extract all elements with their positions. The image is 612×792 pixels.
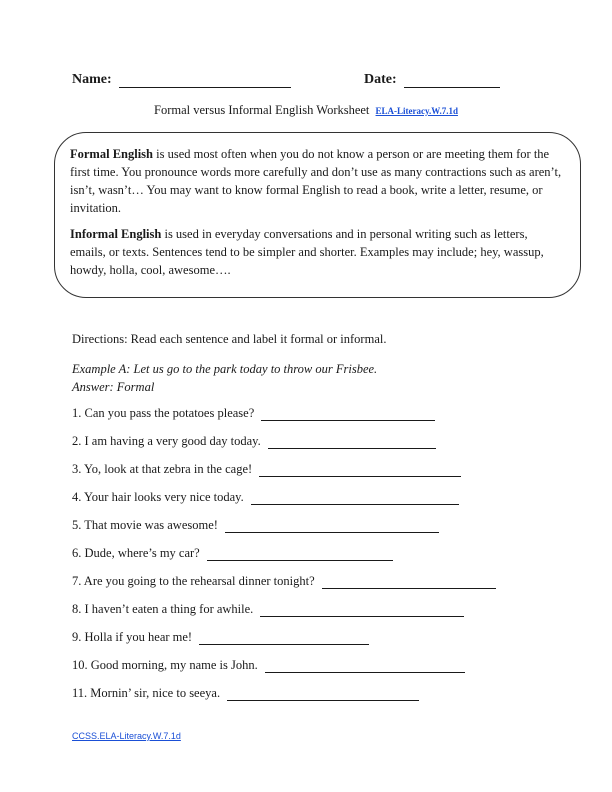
- footer-standard-link[interactable]: CCSS.ELA-Literacy.W.7.1d: [72, 731, 181, 741]
- standard-link[interactable]: ELA-Literacy.W.7.1d: [375, 106, 458, 116]
- question-item: [72, 434, 436, 452]
- formal-definition: [70, 145, 566, 217]
- informal-term: Informal English: [70, 227, 162, 241]
- question-text: 1. Can you pass the potatoes please?: [72, 406, 255, 420]
- name-blank[interactable]: [119, 73, 291, 88]
- question-text: 2. I am having a very good day today.: [72, 434, 261, 448]
- answer-blank[interactable]: [199, 632, 369, 645]
- date-field: [364, 72, 500, 88]
- answer-blank[interactable]: [207, 548, 393, 561]
- question-text: 10. Good morning, my name is John.: [72, 658, 258, 672]
- informal-text: is used in everyday conversations and in personal writing such as letters, emails, or texts. Sentences tend to be simpler and shorter. Examples may include; hey, wassup, howdy, holla, cool, awesome….: [70, 227, 544, 277]
- answer-blank[interactable]: [265, 660, 465, 673]
- question-text: 7. Are you going to the rehearsal dinner tonight?: [72, 574, 315, 588]
- date-blank[interactable]: [404, 73, 500, 88]
- question-item: [72, 546, 393, 564]
- question-item: [72, 462, 461, 480]
- answer-blank[interactable]: [251, 492, 459, 505]
- question-text: 9. Holla if you hear me!: [72, 630, 193, 644]
- answer-blank[interactable]: [259, 464, 461, 477]
- example-answer: Answer: Formal: [72, 380, 155, 394]
- example-sentence: Example A: Let us go to the park today to throw our Frisbee.: [72, 362, 378, 376]
- question-item: [72, 490, 459, 508]
- question-text: 4. Your hair looks very nice today.: [72, 490, 244, 504]
- question-item: [72, 406, 435, 424]
- question-item: [72, 602, 464, 620]
- date-label: Date:: [364, 72, 397, 87]
- definition-box: [54, 132, 581, 298]
- question-text: 8. I haven’t eaten a thing for awhile.: [72, 602, 254, 616]
- name-field: [72, 72, 291, 88]
- answer-blank[interactable]: [227, 688, 419, 701]
- question-item: [72, 658, 465, 676]
- answer-blank[interactable]: [260, 604, 464, 617]
- formal-term: Formal English: [70, 147, 153, 161]
- question-text: 6. Dude, where’s my car?: [72, 546, 200, 560]
- question-item: [72, 686, 419, 704]
- worksheet-title-text: Formal versus Informal English Worksheet: [154, 103, 370, 117]
- worksheet-title: [0, 103, 612, 118]
- header-row: [72, 72, 512, 92]
- question-text: 11. Mornin’ sir, nice to seeya.: [72, 686, 221, 700]
- formal-text: is used most often when you do not know a person or are meeting them for the first time. You pronounce words more carefully and don’t use as many contractions such as aren’t, isn’t, wasn’t… You may want to know formal English to read a book, write a letter, resume, or invitation.: [70, 147, 562, 215]
- question-text: 3. Yo, look at that zebra in the cage!: [72, 462, 253, 476]
- question-item: [72, 574, 496, 592]
- answer-blank[interactable]: [268, 436, 436, 449]
- name-label: Name:: [72, 72, 112, 87]
- example-block: [72, 360, 377, 396]
- answer-blank[interactable]: [322, 576, 496, 589]
- answer-blank[interactable]: [261, 408, 435, 421]
- question-text: 5. That movie was awesome!: [72, 518, 218, 532]
- answer-blank[interactable]: [225, 520, 439, 533]
- directions: Directions: Read each sentence and label it formal or informal.: [72, 332, 387, 346]
- question-item: [72, 630, 369, 648]
- informal-definition: [70, 225, 566, 279]
- question-item: [72, 518, 439, 536]
